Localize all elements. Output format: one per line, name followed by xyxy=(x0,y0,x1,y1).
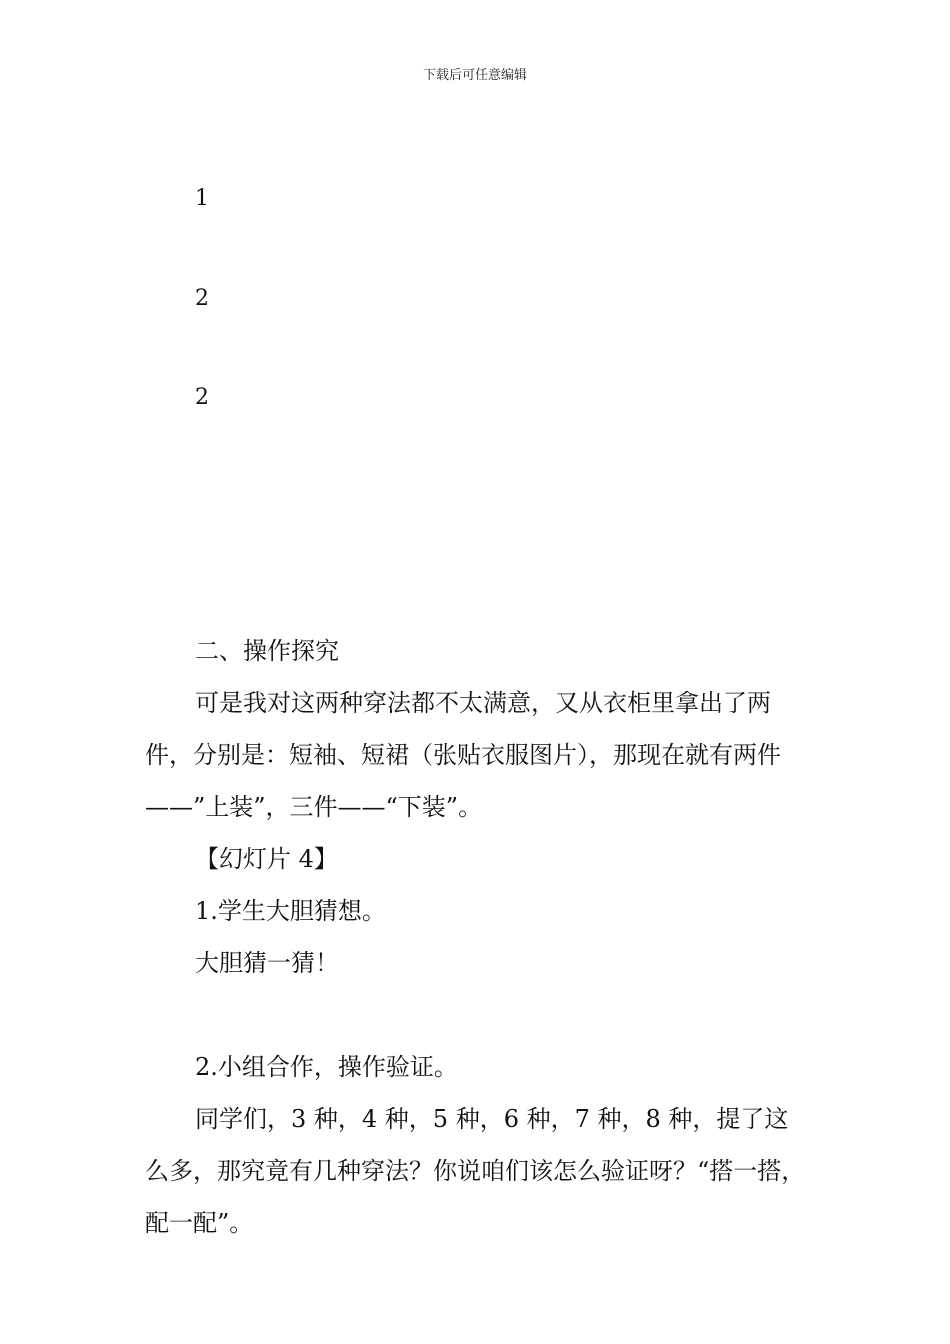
section-heading: 二、操作探究 xyxy=(195,637,339,665)
list-number-2: 2 xyxy=(195,286,209,311)
list-number-3: 2 xyxy=(195,385,209,410)
step-1-heading: 1.学生大胆猜想。 xyxy=(195,897,386,925)
blank-line xyxy=(145,989,810,1041)
step-1-prompt: 大胆猜一猜！ xyxy=(195,949,339,977)
list-number-1: 1 xyxy=(195,186,209,211)
slide-label: 【幻灯片 4】 xyxy=(195,845,338,873)
page-header: 下载后可任意编辑 xyxy=(422,68,527,83)
body-text xyxy=(145,625,810,1249)
paragraph-verify: 同学们，3 种，4 种，5 种，6 种，7 种，8 种，提了这么多，那究竟有几种穿法？你说咱们该怎么验证呀？“搭一搭，配一配”。 xyxy=(145,1105,806,1237)
paragraph-intro: 可是我对这两种穿法都不太满意，又从衣柜里拿出了两件，分别是：短袖、短裙（张贴衣服图片），那现在就有两件——”上装”，三件——“下装”。 xyxy=(145,689,781,821)
step-2-heading: 2.小组合作，操作验证。 xyxy=(195,1053,458,1081)
